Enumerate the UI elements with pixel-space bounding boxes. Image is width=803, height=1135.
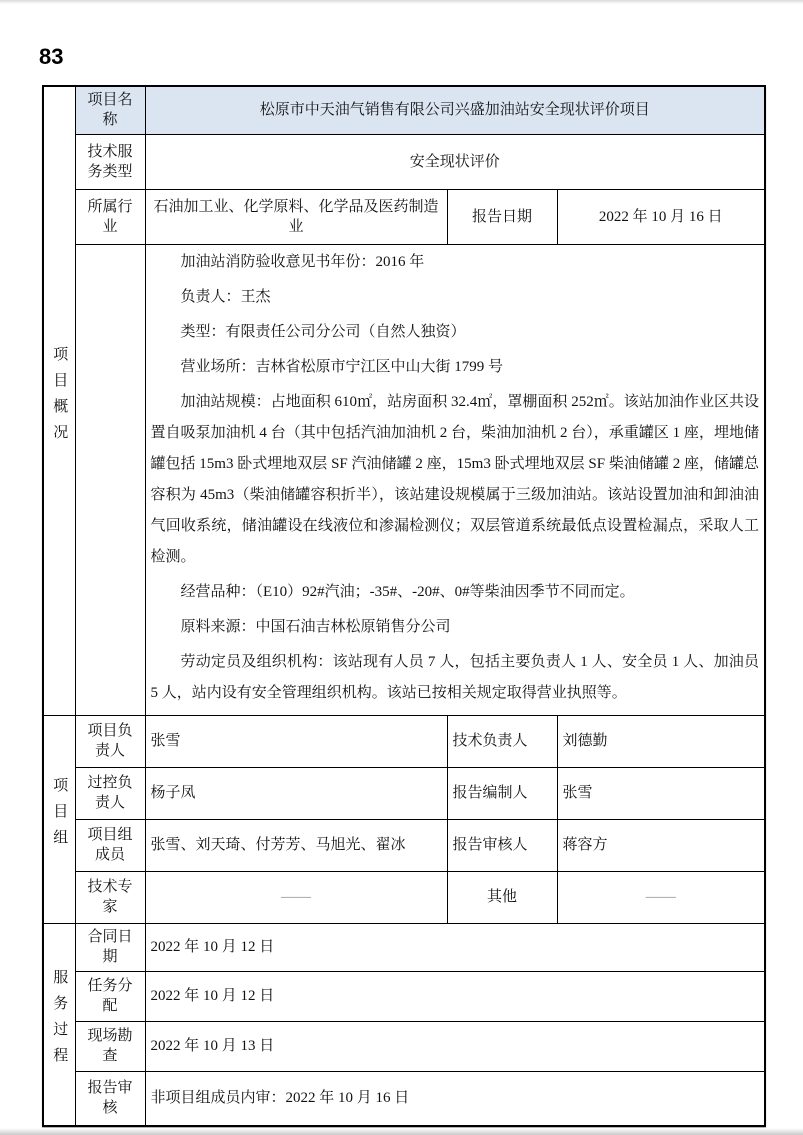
task-assignment-label: 任务分配 bbox=[75, 971, 145, 1021]
contract-date-label: 合同日期 bbox=[75, 923, 145, 971]
section-label-team: 项目组 bbox=[51, 777, 68, 855]
report-date-value: 2022 年 10 月 16 日 bbox=[557, 189, 765, 244]
other-label: 其他 bbox=[447, 871, 557, 923]
contract-date-value: 2022 年 10 月 12 日 bbox=[145, 923, 765, 971]
project-leader-value: 张雪 bbox=[145, 715, 447, 767]
table-row bbox=[43, 819, 765, 871]
overview-paragraph: 营业场所：吉林省松原市宁江区中山大街 1799 号 bbox=[180, 358, 504, 375]
overview-paragraph: 负责人：王杰 bbox=[180, 288, 271, 305]
task-assignment-value: 2022 年 10 月 12 日 bbox=[145, 971, 765, 1021]
section-label-process: 服务过程 bbox=[51, 969, 68, 1074]
section-cell-process bbox=[43, 923, 75, 1126]
table-row bbox=[43, 244, 765, 715]
project-name-value: 松原市中天油气销售有限公司兴盛加油站安全现状评价项目 bbox=[145, 86, 765, 134]
section-cell-team bbox=[43, 715, 75, 923]
overview-paragraph: 劳动定员及组织机构：该站现有人员 7 人，包括主要负责人 1 人、安全员 1 人、加油员 5 人，站内设有安全管理组织机构。该站已按相关规定取得营业执照等。 bbox=[150, 653, 760, 701]
table-row bbox=[43, 767, 765, 819]
report-audit-label: 报告审核 bbox=[75, 1071, 145, 1126]
table-row bbox=[43, 715, 765, 767]
report-date-label: 报告日期 bbox=[447, 189, 557, 244]
team-members-label: 项目组成员 bbox=[75, 819, 145, 871]
page-number: 83 bbox=[39, 44, 64, 69]
tech-leader-label: 技术负责人 bbox=[447, 715, 557, 767]
table-row bbox=[43, 189, 765, 244]
table-row bbox=[43, 923, 765, 971]
report-reviewer-value: 蒋容方 bbox=[557, 819, 765, 871]
service-type-label: 技术服务类型 bbox=[75, 134, 145, 189]
process-control-leader-value: 杨子凤 bbox=[145, 767, 447, 819]
page-top-edge bbox=[0, 0, 803, 4]
overview-paragraph: 加油站消防验收意见书年份：2016 年 bbox=[180, 253, 425, 270]
table-row bbox=[43, 971, 765, 1021]
overview-paragraph: 类型：有限责任公司分公司（自然人独资） bbox=[180, 323, 466, 340]
project-name-label: 项目名称 bbox=[75, 86, 145, 134]
report-writer-value: 张雪 bbox=[557, 767, 765, 819]
overview-spacer-cell bbox=[75, 244, 145, 715]
report-reviewer-label: 报告审核人 bbox=[447, 819, 557, 871]
service-type-value: 安全现状评价 bbox=[145, 134, 765, 189]
tech-leader-value: 刘德勤 bbox=[557, 715, 765, 767]
project-info-table bbox=[42, 85, 766, 1127]
tech-expert-label: 技术专家 bbox=[75, 871, 145, 923]
table-row bbox=[43, 1021, 765, 1071]
section-cell-overview bbox=[43, 86, 75, 715]
report-writer-label: 报告编制人 bbox=[447, 767, 557, 819]
site-survey-value: 2022 年 10 月 13 日 bbox=[145, 1021, 765, 1071]
team-members-value: 张雪、刘天琦、付芳芳、马旭光、翟冰 bbox=[145, 819, 447, 871]
table-row bbox=[43, 1071, 765, 1126]
overview-content bbox=[145, 244, 765, 715]
page-bottom-edge bbox=[0, 1128, 803, 1135]
overview-paragraph: 经营品种：（E10）92#汽油；-35#、-20#、0#等柴油因季节不同而定。 bbox=[180, 583, 635, 600]
industry-label: 所属行业 bbox=[75, 189, 145, 244]
table-row bbox=[43, 871, 765, 923]
overview-paragraph: 加油站规模：占地面积 610㎡，站房面积 32.4㎡，罩棚面积 252㎡。该站加油作业区共设置自吸泵加油机 4 台（其中包括汽油加油机 2 台，柴油加油机 2 台），承重罐区 1 座，埋地储罐包括 15m3 卧式埋地双层 SF 汽油储罐 2 座，15m3 卧式埋地双层 SF 柴油储罐 2 座，储罐总容积为 45m3（柴油储罐容积折半），该站建设规模属于三级加油站。该站设置加油和卸油油气回收系统，储油罐设在线液位和渗漏检测仪；双层管道系统最低点设置检漏点，采取人工检测。 bbox=[150, 393, 760, 565]
report-audit-value: 非项目组成员内审：2022 年 10 月 16 日 bbox=[145, 1071, 765, 1126]
other-value: —— bbox=[557, 871, 765, 923]
site-survey-label: 现场勘查 bbox=[75, 1021, 145, 1071]
section-label-overview: 项目概况 bbox=[51, 345, 68, 450]
overview-paragraph: 原料来源：中国石油吉林松原销售分公司 bbox=[180, 618, 451, 635]
table-row bbox=[43, 86, 765, 134]
project-leader-label: 项目负责人 bbox=[75, 715, 145, 767]
table-row bbox=[43, 134, 765, 189]
process-control-leader-label: 过控负责人 bbox=[75, 767, 145, 819]
tech-expert-value: —— bbox=[145, 871, 447, 923]
industry-value: 石油加工业、化学原料、化学品及医药制造业 bbox=[145, 189, 447, 244]
